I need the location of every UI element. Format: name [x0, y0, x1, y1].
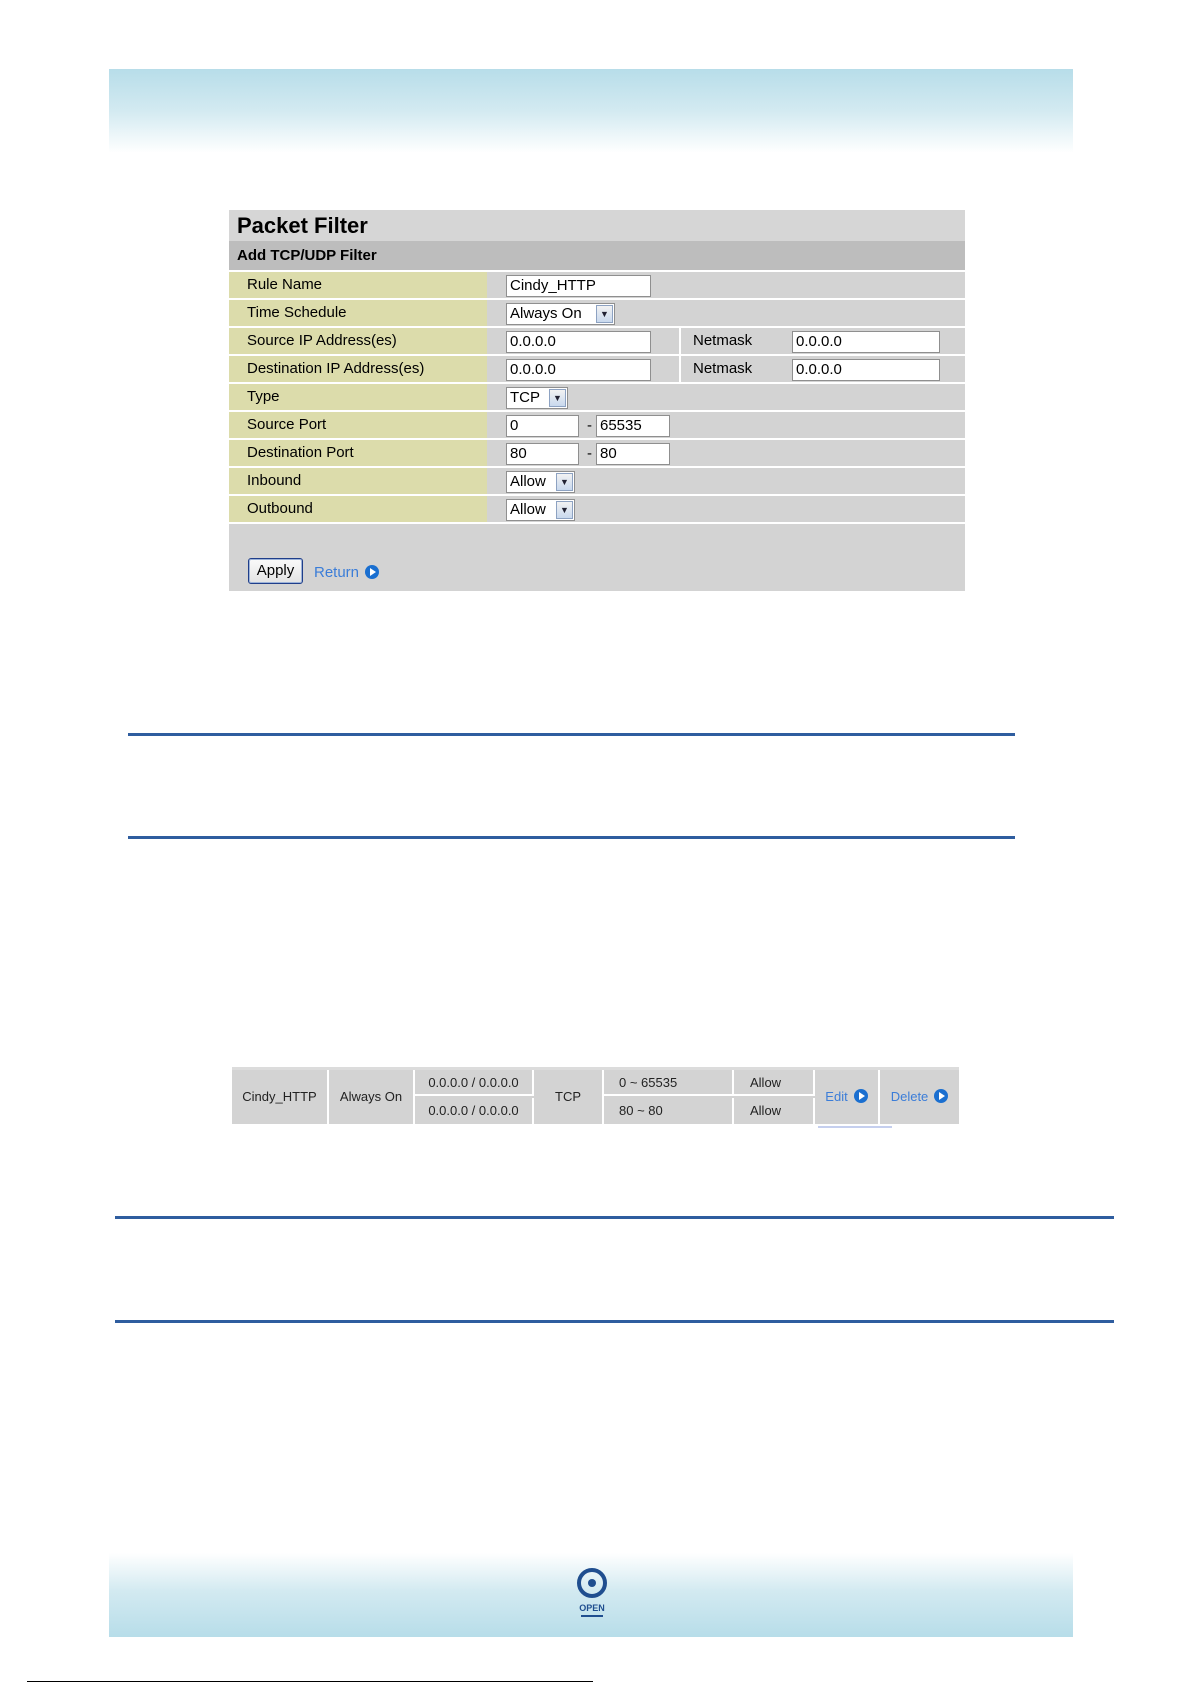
- summary-source-address: 0.0.0.0 / 0.0.0.0: [415, 1070, 534, 1096]
- edit-link-label: Edit: [825, 1089, 848, 1104]
- destination-netmask-input[interactable]: 0.0.0.0: [792, 359, 940, 381]
- destination-port-start-input[interactable]: 80: [506, 443, 579, 465]
- source-port-end-input[interactable]: 65535: [596, 415, 670, 437]
- summary-inbound: Allow: [734, 1070, 815, 1096]
- chevron-down-icon[interactable]: ▼: [596, 305, 613, 323]
- header-banner: [109, 69, 1073, 153]
- chevron-down-icon[interactable]: ▼: [556, 501, 573, 519]
- time-schedule-row: [229, 298, 965, 326]
- type-value: TCP: [510, 389, 540, 406]
- source-netmask-input[interactable]: 0.0.0.0: [792, 331, 940, 353]
- destination-port-end-input[interactable]: 80: [596, 443, 670, 465]
- source-ip-row: [229, 326, 965, 354]
- apply-button[interactable]: Apply: [248, 558, 303, 584]
- outbound-value: Allow: [510, 501, 546, 518]
- rule-name-input[interactable]: Cindy_HTTP: [506, 275, 651, 297]
- return-link[interactable]: [314, 564, 379, 581]
- delete-link-label: Delete: [890, 1089, 929, 1104]
- page-bottom-line: [27, 1681, 593, 1682]
- type-row: [229, 382, 965, 410]
- arrow-right-circle-icon: [934, 1089, 948, 1103]
- section-subtitle: Add TCP/UDP Filter: [229, 241, 965, 270]
- time-schedule-value: Always On: [510, 305, 582, 322]
- divider-line: [115, 1216, 1114, 1219]
- divider-line: [128, 836, 1015, 839]
- destination-netmask-label: Netmask: [679, 356, 774, 382]
- destination-ip-input[interactable]: 0.0.0.0: [506, 359, 651, 381]
- summary-outbound: Allow: [734, 1098, 815, 1124]
- delete-link[interactable]: [880, 1070, 959, 1124]
- destination-port-label: Destination Port: [229, 440, 487, 466]
- range-separator: -: [587, 445, 592, 462]
- time-schedule-select[interactable]: [506, 303, 615, 325]
- destination-ip-row: [229, 354, 965, 382]
- summary-destination-ports: 80 ~ 80: [604, 1098, 734, 1124]
- source-port-start-input[interactable]: 0: [506, 415, 579, 437]
- type-select[interactable]: [506, 387, 568, 409]
- rule-name-label: Rule Name: [229, 272, 487, 298]
- filter-rule-table-row: [232, 1067, 959, 1124]
- return-link-label: Return: [314, 564, 360, 581]
- summary-rule-name: Cindy_HTTP: [232, 1070, 329, 1124]
- logo-text: OPEN: [579, 1603, 605, 1613]
- open-logo-icon: [575, 1568, 609, 1620]
- outbound-select[interactable]: [506, 499, 575, 521]
- source-ip-label: Source IP Address(es): [229, 328, 487, 354]
- destination-port-row: [229, 438, 965, 466]
- packet-filter-form: [229, 210, 965, 591]
- summary-schedule: Always On: [329, 1070, 415, 1124]
- form-actions: [229, 522, 965, 591]
- summary-source-ports: 0 ~ 65535: [604, 1070, 734, 1096]
- summary-type: TCP: [534, 1070, 604, 1124]
- source-netmask-label: Netmask: [679, 328, 774, 354]
- page-title: Packet Filter: [229, 210, 965, 241]
- source-port-label: Source Port: [229, 412, 487, 438]
- arrow-right-circle-icon: [365, 565, 379, 579]
- arrow-right-circle-icon: [854, 1089, 868, 1103]
- source-port-row: [229, 410, 965, 438]
- inbound-label: Inbound: [229, 468, 487, 494]
- inbound-select[interactable]: [506, 471, 575, 493]
- chevron-down-icon[interactable]: ▼: [556, 473, 573, 491]
- outbound-row: [229, 494, 965, 522]
- source-ip-input[interactable]: 0.0.0.0: [506, 331, 651, 353]
- destination-ip-label: Destination IP Address(es): [229, 356, 487, 382]
- inbound-value: Allow: [510, 473, 546, 490]
- range-separator: -: [587, 417, 592, 434]
- link-underline: [818, 1126, 892, 1128]
- divider-line: [115, 1320, 1114, 1323]
- type-label: Type: [229, 384, 487, 410]
- time-schedule-label: Time Schedule: [229, 300, 487, 326]
- divider-line: [128, 733, 1015, 736]
- rule-name-row: [229, 270, 965, 298]
- outbound-label: Outbound: [229, 496, 487, 522]
- edit-link[interactable]: [815, 1070, 880, 1124]
- summary-destination-address: 0.0.0.0 / 0.0.0.0: [415, 1098, 534, 1124]
- inbound-row: [229, 466, 965, 494]
- chevron-down-icon[interactable]: ▼: [549, 389, 566, 407]
